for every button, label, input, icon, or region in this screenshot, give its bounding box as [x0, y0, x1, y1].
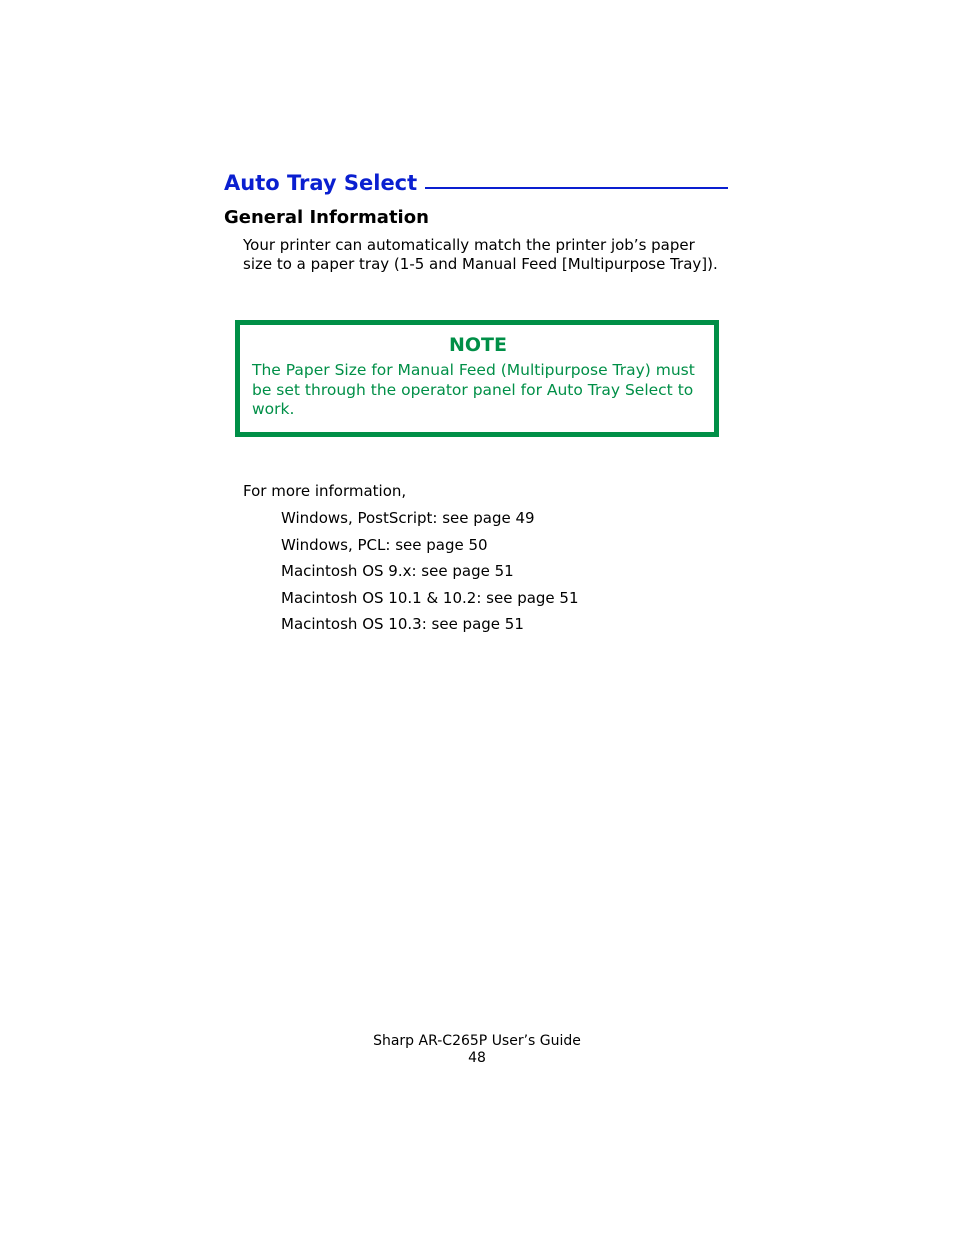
- reference-item-macintosh-os10-3: Macintosh OS 10.3: see page 51: [281, 615, 524, 633]
- title-underline-rule: [425, 187, 728, 189]
- reference-item-macintosh-os10-1: Macintosh OS 10.1 & 10.2: see page 51: [281, 588, 579, 607]
- page-title: [224, 168, 728, 198]
- page-footer: [0, 1033, 954, 1067]
- reference-item-windows-pcl: Windows, PCL: see page 50: [281, 535, 488, 554]
- footer-page-number: 48: [468, 1050, 486, 1066]
- reference-item-macintosh-os9: Macintosh OS 9.x: see page 51: [281, 562, 514, 580]
- reference-list: [281, 508, 579, 641]
- reference-item-windows-postscript: Windows, PostScript: see page 49: [281, 509, 535, 527]
- intro-paragraph: Your printer can automatically match the printer job’s paper size to a paper tray (1-5 and Manual Feed [Multipurpose Tray]).: [243, 236, 718, 273]
- footer-guide-title: Sharp AR-C265P User’s Guide: [373, 1033, 581, 1049]
- page-title-text: Auto Tray Select: [224, 171, 418, 195]
- note-body: The Paper Size for Manual Feed (Multipurpose Tray) must be set through the operator panel for Auto Tray Select to work.: [252, 361, 695, 418]
- section-heading: General Information: [224, 207, 429, 228]
- note-box: [235, 320, 719, 437]
- note-title: NOTE: [449, 334, 507, 356]
- more-info-intro: For more information,: [243, 482, 407, 500]
